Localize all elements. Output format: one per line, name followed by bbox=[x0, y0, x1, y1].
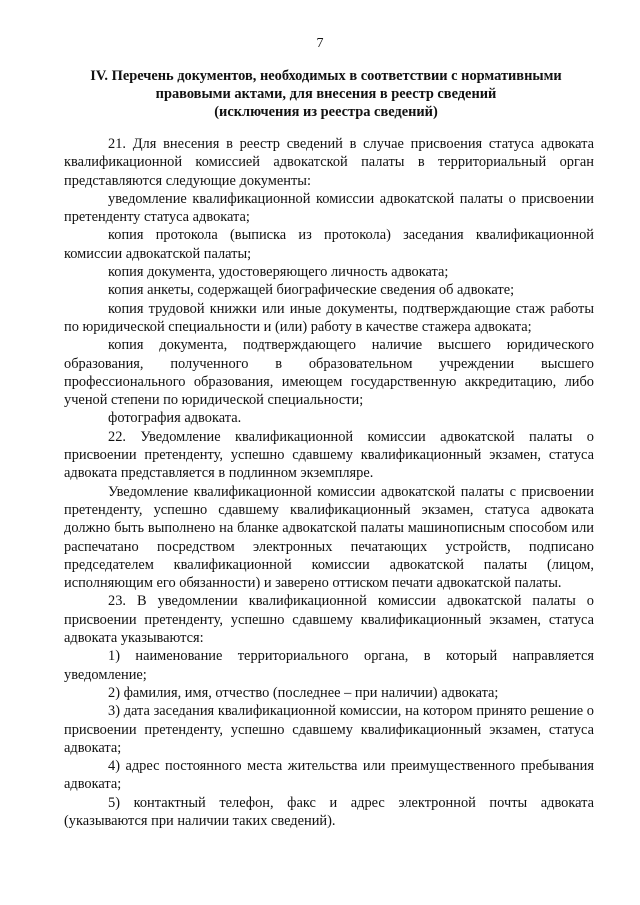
paragraph-21: 21. Для внесения в реестр сведений в случае присвоения статуса адвоката квалификационной комиссией адвокатской палаты в территориальный орган представляются следующие документы: bbox=[64, 136, 594, 189]
list-item-photo: фотография адвоката. bbox=[108, 410, 242, 427]
heading-line-1: IV. Перечень документов, необходимых в соответствии с нормативными bbox=[90, 68, 562, 84]
list-item-questionnaire-copy: копия анкеты, содержащей биографические сведения об адвокате; bbox=[108, 282, 515, 299]
list-item-3: 3) дата заседания квалификационной комиссии, на котором принято решение о присвоении претенденту, успешно сдавшему квалификационный экзамен, статуса адвоката; bbox=[64, 703, 594, 756]
paragraph-23: 23. В уведомлении квалификационной комиссии адвокатской палаты о присвоении претенденту, успешно сдавшему квалификационный экзамен, статуса адвоката указываются: bbox=[64, 593, 594, 647]
paragraph-notification-form: Уведомление квалификационной комиссии адвокатской палаты с присвоении претенденту, успешно сдавшему квалификационный экзамен, статуса адвоката должно быть выполнено на бланке адвокатской палаты машинописным способом или распечатано посредством электронных печатающих устройств, подписано председателем квалификационной комиссии адвокатской палаты (лицом, исполняющим его обязанности) и заверено оттиском печати адвокатской палаты. bbox=[64, 483, 594, 592]
heading-line-2: правовыми актами, для внесения в реестр сведений bbox=[155, 86, 497, 102]
list-item-5: 5) контактный телефон, факс и адрес электронной почты адвоката (указываются при наличии таких сведений). bbox=[64, 794, 594, 829]
heading-line-3: (исключения из реестра сведений) bbox=[214, 104, 438, 120]
list-item-work-record-copy: копия трудовой книжки или иные документы, подтверждающие стаж работы по юридической специальности и (или) работу в качестве стажера адвоката; bbox=[64, 300, 594, 335]
list-item-2: 2) фамилия, имя, отчество (последнее – при наличии) адвоката; bbox=[108, 684, 499, 701]
list-item-4: 4) адрес постоянного места жительства или преимущественного пребывания адвоката; bbox=[64, 758, 594, 793]
section-heading bbox=[66, 67, 586, 121]
paragraph-22: 22. Уведомление квалификационной комиссии адвокатской палаты о присвоении претенденту, успешно сдавшему квалификационный экзамен, статуса адвоката представляется в подлинном экземпляре. bbox=[64, 428, 594, 482]
list-item-1: 1) наименование территориального органа, в который направляется уведомление; bbox=[64, 648, 594, 683]
list-item-notification: уведомление квалификационной комиссии адвокатской палаты о присвоении претенденту статуса адвоката; bbox=[64, 190, 594, 226]
list-item-protocol-copy: копия протокола (выписка из протокола) заседания квалификационной комиссии адвокатской палаты; bbox=[64, 227, 594, 262]
list-item-education-copy: копия документа, подтверждающего наличие высшего юридического образования, полученного в образовательном учреждении высшего профессионального образования, имеющем государственную аккредитацию, либо ученой степени по юридической специальности; bbox=[64, 337, 594, 409]
page-number: 7 bbox=[316, 36, 324, 51]
list-item-id-copy: копия документа, удостоверяющего личность адвоката; bbox=[108, 264, 449, 281]
document-body bbox=[64, 135, 594, 830]
